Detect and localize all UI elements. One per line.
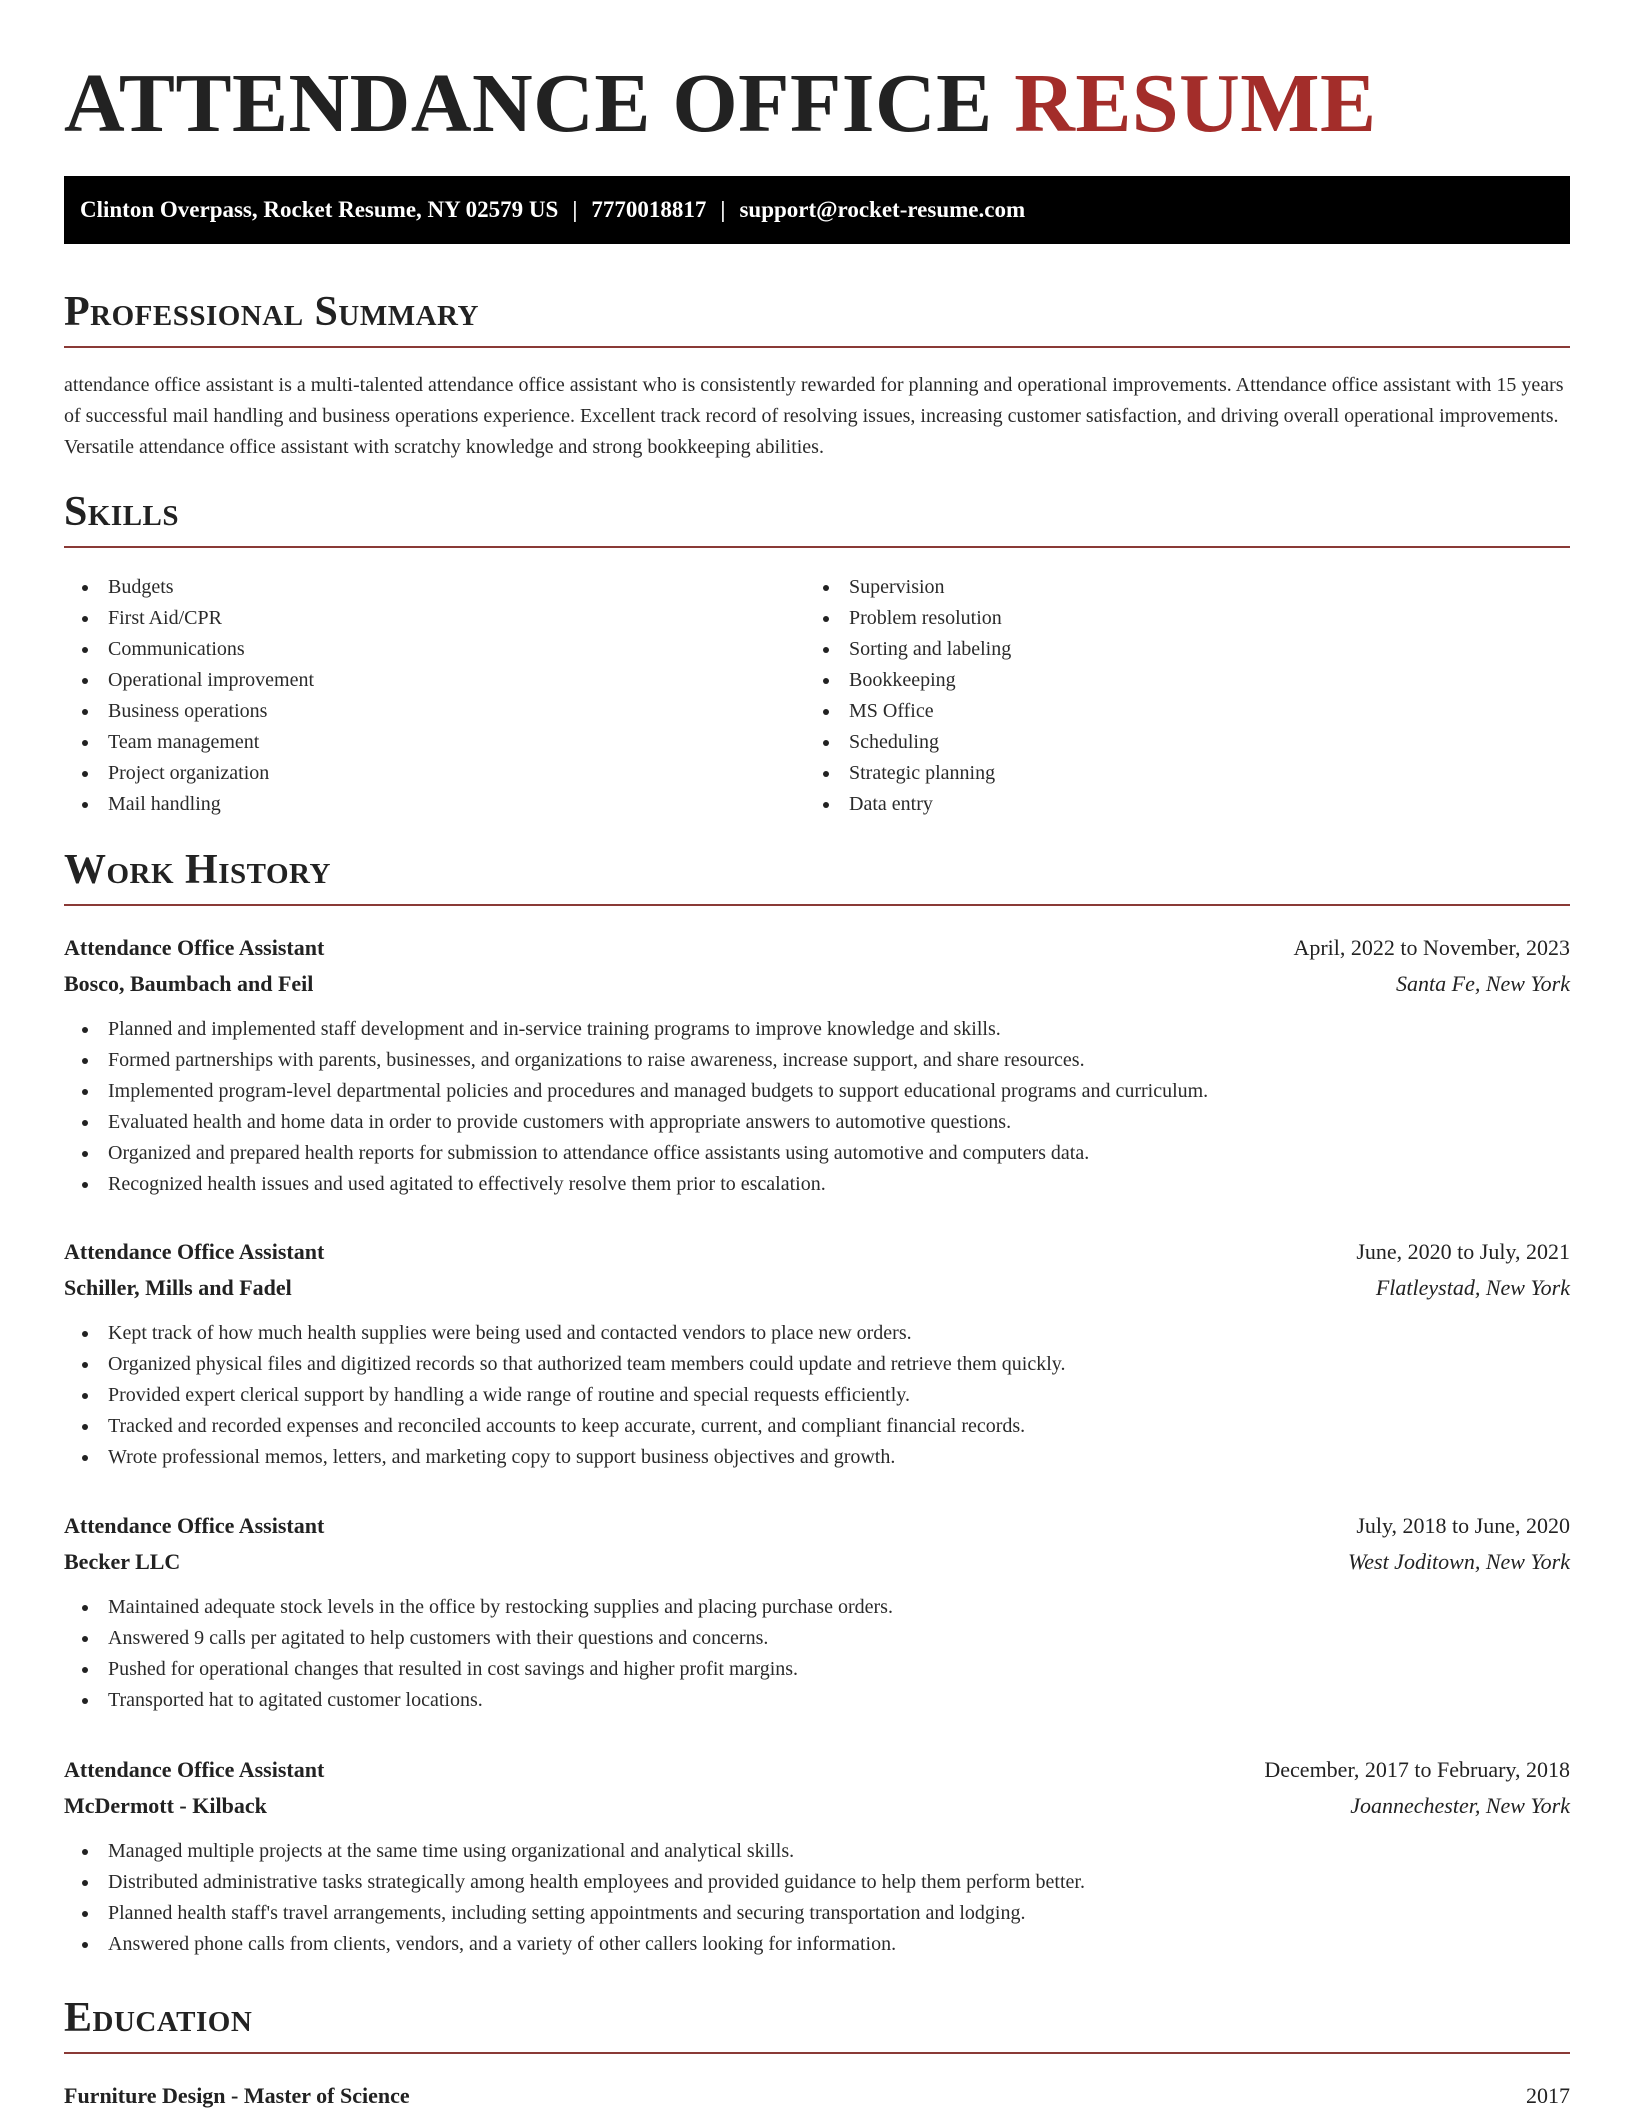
job-duty: Answered phone calls from clients, vendors, and a variety of other callers looking for information. [64,1929,1570,1960]
job-duty: Provided expert clerical support by handling a wide range of routine and special requests efficiently. [64,1380,1570,1411]
skill-item: Scheduling [805,727,1011,758]
job-duty: Pushed for operational changes that resulted in cost savings and higher profit margins. [64,1654,1570,1685]
job-location: West Joditown, New York [1347,1549,1570,1574]
skills-heading: Skills [64,488,1570,548]
contact-address: Clinton Overpass, Rocket Resume, NY 02579 US [80,197,559,222]
job-duty: Organized physical files and digitized records so that authorized team members could update and retrieve them quickly. [64,1349,1570,1380]
skill-item: Data entry [805,789,1011,820]
contact-bar [64,176,1570,244]
skills-list-left [64,572,314,820]
job-duty: Organized and prepared health reports for submission to attendance office assistants using automotive and computers data. [64,1138,1570,1169]
job-location: Joannechester, New York [1350,1793,1570,1818]
job-title: Attendance Office Assistant [64,1513,325,1538]
job-duty: Recognized health issues and used agitated to effectively resolve them prior to escalation. [64,1169,1570,1200]
job-entry [64,1234,1570,1473]
skills-list-right [805,572,1011,820]
summary-text: attendance office assistant is a multi-talented attendance office assistant who is consistently rewarded for planning and operational improvements. Attendance office assistant with 15 years of successful mail handling and business operations experience. Excellent track record of resolving issues, increasing customer satisfaction, and driving overall operational improvements. Versatile attendance office assistant with scratchy knowledge and strong bookkeeping abilities. [64,374,1564,458]
skill-item: Bookkeeping [805,665,1011,696]
contact-separator: | [572,197,578,222]
job-location: Santa Fe, New York [1396,971,1570,996]
job-duty: Formed partnerships with parents, businesses, and organizations to raise awareness, increase support, and share resources. [64,1045,1570,1076]
job-duty: Managed multiple projects at the same time using organizational and analytical skills. [64,1836,1570,1867]
job-duties [64,1592,1570,1716]
job-duty: Evaluated health and home data in order to provide customers with appropriate answers to automotive questions. [64,1107,1570,1138]
job-entry [64,930,1570,1200]
skill-item: Operational improvement [64,665,314,696]
job-company: Becker LLC [64,1549,181,1574]
job-duty: Transported hat to agitated customer locations. [64,1685,1570,1716]
contact-phone: 7770018817 [591,197,707,222]
job-company: Bosco, Baumbach and Feil [64,971,314,996]
skill-item: MS Office [805,696,1011,727]
job-duty: Implemented program-level departmental policies and procedures and managed budgets to support educational programs and curriculum. [64,1076,1570,1107]
skill-item: Communications [64,634,314,665]
job-duty: Kept track of how much health supplies were being used and contacted vendors to place new orders. [64,1318,1570,1349]
job-company: Schiller, Mills and Fadel [64,1275,292,1300]
job-title: Attendance Office Assistant [64,1757,325,1782]
title-main: ATTENDANCE OFFICE [64,57,993,150]
job-duties [64,1836,1570,1960]
job-dates: April, 2022 to November, 2023 [1293,935,1570,960]
job-duty: Planned health staff's travel arrangements, including setting appointments and securing transportation and lodging. [64,1898,1570,1929]
job-title: Attendance Office Assistant [64,935,325,960]
job-duties [64,1014,1570,1200]
contact-separator: | [720,197,726,222]
skill-item: Supervision [805,572,1011,603]
job-duty: Maintained adequate stock levels in the office by restocking supplies and placing purchase orders. [64,1592,1570,1623]
education-heading: Education [64,1994,1570,2054]
work-heading: Work History [64,846,1570,906]
job-duty: Distributed administrative tasks strategically among health employees and provided guidance to help them perform better. [64,1867,1570,1898]
job-duty: Tracked and recorded expenses and reconciled accounts to keep accurate, current, and compliant financial records. [64,1411,1570,1442]
education-entry [64,2078,1570,2114]
contact-email[interactable]: support@rocket-resume.com [739,197,1026,222]
education-year: 2017 [1526,2083,1570,2108]
job-location: Flatleystad, New York [1375,1275,1570,1300]
job-duty: Answered 9 calls per agitated to help customers with their questions and concerns. [64,1623,1570,1654]
skill-item: First Aid/CPR [64,603,314,634]
job-dates: June, 2020 to July, 2021 [1356,1239,1570,1264]
skill-item: Budgets [64,572,314,603]
job-duty: Planned and implemented staff development and in-service training programs to improve knowledge and skills. [64,1014,1570,1045]
title-accent: RESUME [1014,57,1377,150]
job-entry [64,1752,1570,1960]
skill-item: Strategic planning [805,758,1011,789]
skill-item: Business operations [64,696,314,727]
job-title: Attendance Office Assistant [64,1239,325,1264]
job-duty: Wrote professional memos, letters, and marketing copy to support business objectives and growth. [64,1442,1570,1473]
summary-heading: Professional Summary [64,288,1570,348]
education-degree: Furniture Design - Master of Science [64,2083,410,2108]
job-entry [64,1508,1570,1716]
skill-item: Sorting and labeling [805,634,1011,665]
job-dates: July, 2018 to June, 2020 [1356,1513,1570,1538]
skill-item: Problem resolution [805,603,1011,634]
skill-item: Mail handling [64,789,314,820]
skill-item: Project organization [64,758,314,789]
skill-item: Team management [64,727,314,758]
job-dates: December, 2017 to February, 2018 [1264,1757,1570,1782]
job-duties [64,1318,1570,1473]
resume-title [64,56,1377,152]
job-company: McDermott - Kilback [64,1793,267,1818]
